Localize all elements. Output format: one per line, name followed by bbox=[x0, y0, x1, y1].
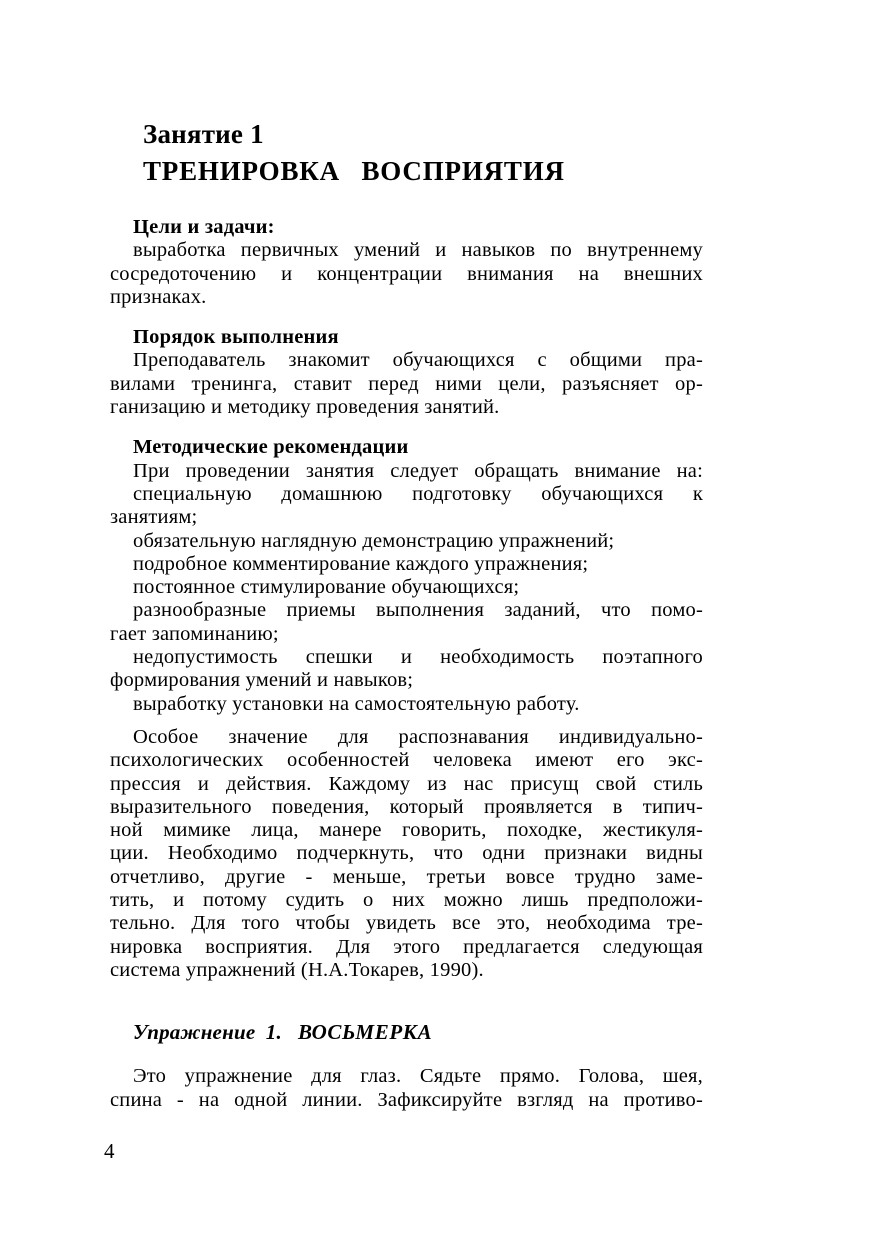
text-line: система упражнений (Н.А.Токарев, 1990). bbox=[110, 958, 484, 981]
exercise-heading bbox=[110, 1020, 703, 1044]
text-line: подробное комментирование каждого упражнения; bbox=[133, 552, 589, 575]
text-line: занятиям; bbox=[110, 506, 198, 529]
page-number: 4 bbox=[104, 1139, 115, 1163]
document-content bbox=[0, 116, 874, 1112]
paragraph bbox=[110, 576, 703, 599]
text-line: Преподаватель знакомит обучающихся с общими пра- bbox=[133, 349, 703, 372]
paragraph bbox=[110, 1065, 703, 1112]
paragraph bbox=[110, 553, 703, 576]
text-line: отчетливо, другие - меньше, третьи вовсе трудно заме- bbox=[110, 865, 703, 888]
text-line: специальную домашнюю подготовку обучающихся к bbox=[133, 482, 703, 505]
paragraph bbox=[110, 726, 703, 982]
exercise-name: ВОСЬМЕРКА bbox=[297, 1020, 433, 1045]
text-line: ганизацию и методику проведения занятий. bbox=[110, 396, 500, 419]
exercise-label: Упражнение 1. bbox=[133, 1020, 282, 1045]
text-line: нировка восприятия. Для этого предлагается следующая bbox=[110, 935, 703, 958]
paragraph bbox=[110, 693, 703, 716]
text-line: постоянное стимулирование обучающихся; bbox=[133, 576, 520, 599]
paragraph-gap bbox=[110, 716, 703, 726]
section-heading: Методические рекомендации bbox=[133, 436, 409, 459]
text-line: обязательную наглядную демонстрацию упражнений; bbox=[133, 529, 615, 552]
chapter-title bbox=[143, 116, 703, 190]
text-line: ной мимике лица, манере говорить, походке, жестикуля- bbox=[110, 819, 703, 842]
text-line: прессия и действия. Каждому из нас присущ свой стиль bbox=[110, 772, 703, 795]
text-line: вилами тренинга, ставит перед ними цели, разъясняет ор- bbox=[110, 372, 703, 395]
text-line: тить, и потому судить о них можно лишь предположи- bbox=[110, 889, 703, 912]
text-line: ции. Необходимо подчеркнуть, что одни признаки видны bbox=[110, 842, 703, 865]
text-line: выработка первичных умений и навыков по внутреннему bbox=[133, 239, 703, 262]
text-line: спина - на одной линии. Зафиксируйте взгляд на противо- bbox=[110, 1088, 703, 1111]
text-line: тельно. Для того чтобы увидеть все это, необходима тре- bbox=[110, 912, 703, 935]
text-line: формирования умений и навыков; bbox=[110, 669, 414, 692]
text-line: При проведении занятия следует обращать внимание на: bbox=[133, 459, 703, 482]
text-line: гает запоминанию; bbox=[110, 622, 279, 645]
section-heading: Цели и задачи: bbox=[133, 216, 275, 238]
paragraph bbox=[110, 460, 703, 483]
paragraph bbox=[110, 349, 703, 419]
paragraph bbox=[110, 483, 703, 530]
text-line: психологических особенностей человека имеют его экс- bbox=[110, 749, 703, 772]
section-heading: Порядок выполнения bbox=[133, 326, 339, 349]
text-line: недопустимость спешки и необходимость поэтапного bbox=[133, 646, 703, 669]
paragraph bbox=[110, 599, 703, 646]
text-line: выразительного поведения, который проявляется в типич- bbox=[110, 795, 703, 818]
text-line: разнообразные приемы выполнения заданий, что помо- bbox=[133, 599, 703, 622]
text-line: сосредоточению и концентрации внимания на внешних bbox=[110, 262, 703, 285]
text-line: Это упражнение для глаз. Сядьте прямо. Голова, шея, bbox=[133, 1065, 703, 1088]
paragraph bbox=[110, 646, 703, 693]
chapter-title-line: ТРЕНИРОВКА ВОСПРИЯТИЯ bbox=[143, 156, 565, 186]
text-line: выработку установки на самостоятельную работу. bbox=[133, 692, 580, 715]
paragraph bbox=[110, 530, 703, 553]
chapter-title-line: Занятие 1 bbox=[143, 119, 264, 149]
text-line: Особое значение для распознавания индивидуально- bbox=[133, 725, 703, 748]
paragraph bbox=[110, 239, 703, 309]
text-line: признаках. bbox=[110, 285, 207, 308]
